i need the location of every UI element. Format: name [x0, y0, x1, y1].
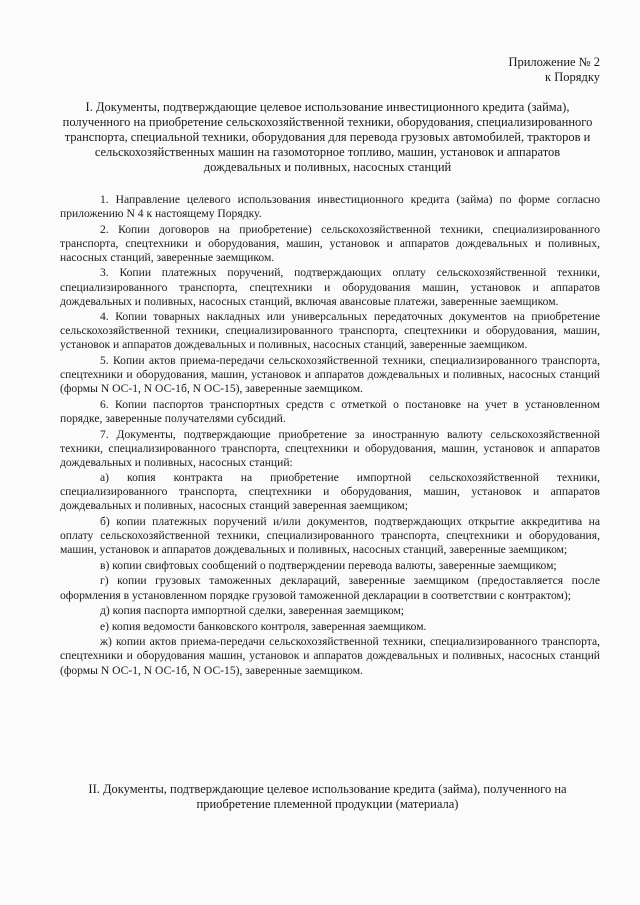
- list-item: 7. Документы, подтверждающие приобретение за иностранную валюту сельскохозяйственной техники, специализированного транспорта, спецтехники и оборудования, машин, установок и аппаратов дождевальных и поливных, насосных станций:: [60, 427, 600, 469]
- appendix-number: Приложение № 2: [508, 55, 600, 69]
- appendix-reference: [508, 55, 600, 85]
- list-item: а) копия контракта на приобретение импортной сельскохозяйственной техники, специализированного транспорта, спецтехники и оборудования, машин, установок и аппаратов дождевальных и поливных, насосных станций заверенная заемщиком;: [60, 471, 600, 513]
- list-item: б) копии платежных поручений и/или документов, подтверждающих открытие аккредитива на оплату сельскохозяйственной техники, специализированного транспорта, спецтехники и оборудования, машин, установок и аппаратов дождевальных и поливных, насосных станций, заверенные заемщиком;: [60, 515, 600, 557]
- appendix-target: к Порядку: [545, 70, 600, 84]
- list-item: 3. Копии платежных поручений, подтверждающих оплату сельскохозяйственной техники, специализированного транспорта, спецтехники и оборудования машин, установок и аппаратов дождевальных и поливных, насосных станций, включая авансовые платежи, заверенные заемщиком.: [60, 266, 600, 308]
- section-2-title: II. Документы, подтверждающие целевое использование кредита (займа), полученного на приобретение племенной продукции (материала): [88, 782, 567, 811]
- list-item: г) копии грузовых таможенных деклараций, заверенные заемщиком (предоставляется после оформления в установленном порядке грузовой таможенной декларации в соответствии с контрактом);: [60, 574, 600, 602]
- section-1-title: I. Документы, подтверждающие целевое использование инвестиционного кредита (займа), полученного на приобретение сельскохозяйственной техники, оборудования, специализированного транспорта, специальной техники, оборудования для перевода грузовых автомобилей, тракторов и сельскохозяйственных машин на газомоторное топливо, машин, установок и аппаратов дождевальных и поливных, насосных станций: [62, 100, 593, 174]
- list-item: в) копии свифтовых сообщений о подтверждении перевода валюты, заверенные заемщиком;: [100, 558, 557, 572]
- list-item: 6. Копии паспортов транспортных средств с отметкой о постановке на учет в установленном порядке, заверенные получателями субсидий.: [60, 397, 600, 425]
- list-item: ж) копии актов приема-передачи сельскохозяйственной техники, специализированного транспорта, спецтехники и оборудования машин, установок и аппаратов дождевальных и поливных, насосных станций (формы N ОС-1, N ОС-1б, N ОС-15), заверенные заемщиком.: [60, 635, 600, 677]
- list-item: 1. Направление целевого использования инвестиционного кредита (займа) по форме согласно приложению N 4 к настоящему Порядку.: [60, 193, 600, 221]
- document-list: [60, 193, 600, 679]
- list-item: 2. Копии договоров на приобретение) сельскохозяйственной техники, специализированного транспорта, спецтехники и оборудования, машин, установок и аппаратов дождевальных и поливных, насосных станций, заверенные заемщиком.: [60, 222, 600, 264]
- list-item: е) копия ведомости банковского контроля, заверенная заемщиком.: [100, 619, 427, 633]
- list-item: 4. Копии товарных накладных или универсальных передаточных документов на приобретение сельскохозяйственной техники, специализированного транспорта, спецтехники и оборудования, машин, установок и аппаратов дождевальных и поливных, насосных станций, заверенные заемщиком.: [60, 310, 600, 352]
- list-item: 5. Копии актов приема-передачи сельскохозяйственной техники, специализированного транспорта, спецтехники и оборудования, машин, установок и аппаратов дождевальных и поливных, насосных станций (формы N ОС-1, N ОС-1б, N ОС-15), заверенные заемщиком.: [60, 354, 600, 396]
- list-item: д) копия паспорта импортной сделки, заверенная заемщиком;: [100, 604, 405, 618]
